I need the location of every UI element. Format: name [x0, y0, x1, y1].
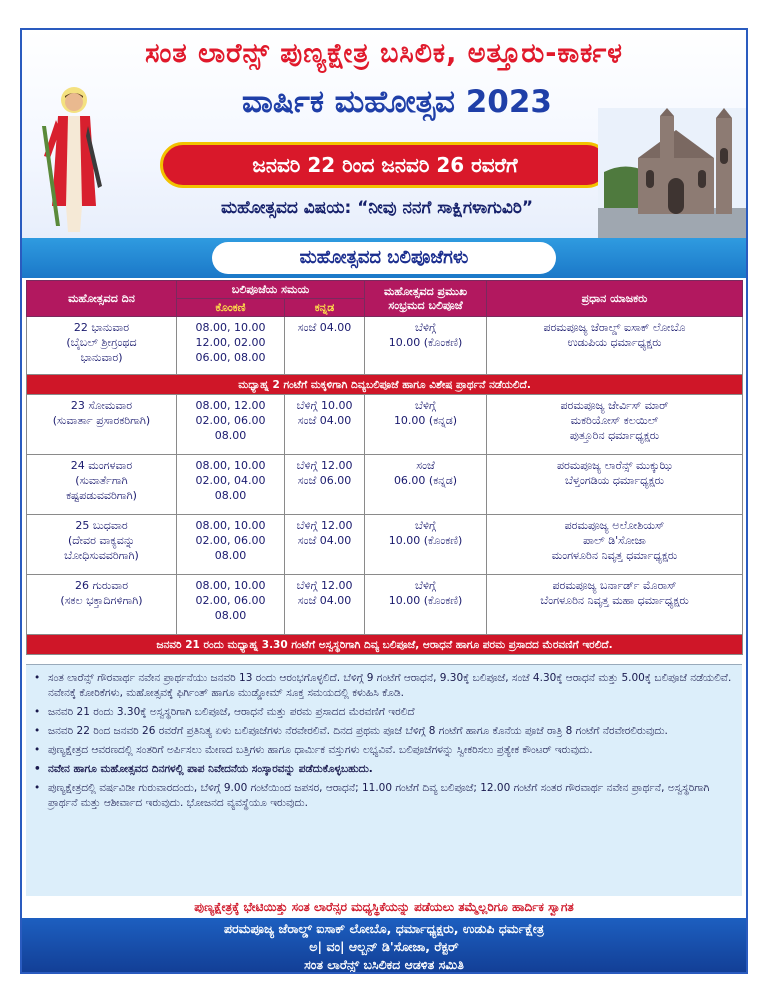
cell-celebrant-line: ಪರಮಪೂಜ್ಯ ಅಲೋಶಿಯಸ್: [564, 519, 665, 532]
cell-day-line: (ಸಕಲ ಭಕ್ತಾದಿಗಳಿಗಾಗಿ): [60, 594, 143, 607]
notice-sick-mass: [27, 635, 743, 655]
table-row: [27, 395, 743, 455]
notes-list: [26, 665, 742, 811]
cell-celebrant-line: ಉಡುಪಿಯ ಧರ್ಮಾಧ್ಯಕ್ಷರು: [567, 336, 662, 349]
list-item: [34, 724, 734, 739]
footer-rector: ಅ| ವಂ| ಆಲ್ಬನ್ ಡಿ'ಸೋಜಾ, ರೆಕ್ಟರ್: [309, 939, 459, 954]
bullet-icon: •: [34, 782, 41, 794]
cell-main-mass: [365, 455, 487, 515]
poster-footer: [22, 918, 746, 974]
cell-kannada-line: ಬೆಳಿಗ್ಗೆ 10.00: [296, 399, 353, 412]
festival-theme: ಮಹೋತ್ಸವದ ವಿಷಯ: “ನೀವು ನನಗೆ ಸಾಕ್ಷಿಗಳಾಗುವಿರಿ”: [220, 198, 534, 218]
table-header-row: [27, 281, 743, 299]
cell-main-mass-line: 10.00 (ಕೊಂಕಣಿ): [388, 594, 463, 607]
cell-main-mass: [365, 575, 487, 635]
cell-konkani-line: 08.00: [214, 609, 247, 622]
cell-celebrant-line: ಬೆಳ್ತಂಗಡಿಯ ಧರ್ಮಾಧ್ಯಕ್ಷರು: [565, 474, 664, 487]
cell-day-line: 23 ಸೋಮವಾರ: [70, 399, 133, 412]
notice-children-mass-text: ಮಧ್ಯಾಹ್ನ 2 ಗಂಟೆಗೆ ಮಕ್ಕಳಿಗಾಗಿ ದಿವ್ಯಬಲಿಪೂಜೆ ಹಾಗೂ ವಿಶೇಷ ಪ್ರಾರ್ಥನೆ ನಡೆಯಲಿದೆ.: [27, 375, 743, 395]
poster-subtitle: ವಾರ್ಷಿಕ ಮಹೋತ್ಸವ 2023: [241, 84, 552, 120]
cell-kannada-line: ಸಂಜೆ 04.00: [297, 414, 352, 427]
header-celebrant: ಪ್ರಧಾನ ಯಾಜಕರು: [487, 281, 743, 317]
cell-celebrant-line: ಪರಮಪೂಜ್ಯ ಜೆರಾಲ್ಡ್ ಐಸಾಕ್ ಲೋಬೊ: [543, 321, 686, 334]
cell-kannada-line: ಸಂಜೆ 04.00: [297, 594, 352, 607]
cell-konkani-line: 08.00: [214, 549, 247, 562]
cell-day: [27, 455, 177, 515]
cell-celebrant: [487, 395, 743, 455]
notice-children-mass: [27, 375, 743, 395]
bullet-icon: •: [34, 672, 41, 684]
cell-celebrant-line: ಮಂಗಳೂರಿನ ನಿವೃತ್ತ ಧರ್ಮಾಧ್ಯಕ್ಷರು: [551, 549, 678, 562]
note-text: ಜನವರಿ 22 ರಿಂದ ಜನವರಿ 26 ರವರೆಗೆ ಪ್ರತಿನಿತ್ಯ ಏಳು ಬಲಿಪೂಜೆಗಳು ನೆರವೇರಲಿವೆ. ದಿನದ ಪ್ರಥಮ ಪೂಜೆ ಬೆಳಿಗ್ಗೆ 8 ಗಂಟೆಗೆ ಹಾಗೂ ಕೊನೆಯ ಪೂಜೆ ರಾತ್ರಿ 8 ಗಂಟೆಗೆ ನೆರವೇರಲಿರುವುದು.: [48, 725, 668, 737]
note-text: ಪುಣ್ಯಕ್ಷೇತ್ರದಲ್ಲಿ ವರ್ಷವಿಡೀ ಗುರುವಾರದಂದು, ಬೆಳಿಗ್ಗೆ 9.00 ಗಂಟೆಯಿಂದ ಜಪಸರ, ಆರಾಧನೆ; 11.00 ಗಂಟೆಗೆ ದಿವ್ಯ ಬಲಿಪೂಜೆ; 12.00 ಗಂಟೆಗೆ ಸಂತರ ಗೌರವಾರ್ಥ ನವೇನ ಪ್ರಾರ್ಥನೆ, ಅಸ್ವಸ್ಥರಿಗಾಗಿ ಪ್ರಾರ್ಥನೆ ಮತ್ತು ಆಶೀರ್ವಾದ ಇರುವುದು. ಭೋಜನದ ವ್ಯವಸ್ಥೆಯೂ ಇರುವುದು.: [48, 782, 710, 809]
table-row: [27, 575, 743, 635]
cell-main-mass-line: 06.00 (ಕನ್ನಡ): [393, 474, 458, 487]
cell-celebrant-line: ಪಾಲ್ ಡಿ'ಸೋಜಾ: [583, 534, 646, 547]
mass-schedule-table: [26, 280, 743, 655]
cell-main-mass-line: ಬೆಳಿಗ್ಗೆ: [415, 519, 436, 532]
cell-main-mass-line: 10.00 (ಕೊಂಕಣಿ): [388, 336, 463, 349]
cell-celebrant-line: ಪರಮಪೂಜ್ಯ ಬರ್ನಾರ್ಡ್ ಮೊರಾಸ್: [552, 579, 677, 592]
saint-lawrence-picture: [36, 86, 108, 236]
bullet-icon: •: [34, 706, 41, 718]
bullet-icon: •: [34, 725, 41, 737]
note-text: ಪುಣ್ಯಕ್ಷೇತ್ರದ ಆವರಣದಲ್ಲಿ ಸಂತರಿಗೆ ಅರ್ಪಿಸಲು ಮೇಣದ ಬತ್ತಿಗಳು ಹಾಗೂ ಧಾರ್ಮಿಕ ವಸ್ತುಗಳು ಲಭ್ಯವಿವೆ. ಬಲಿಪೂಜೆಗಳನ್ನು ಸ್ವೀಕರಿಸಲು ಪ್ರತ್ಯೇಕ ಕೌಂಟರ್ ಇರುವುದು.: [48, 744, 593, 756]
cell-celebrant: [487, 317, 743, 375]
poster: [20, 28, 748, 974]
cell-day: [27, 317, 177, 375]
cell-konkani: [177, 455, 285, 515]
cell-celebrant-line: ಮಕರಿಯೋಸ್ ಕಲಯಿಲ್: [570, 414, 659, 427]
list-item: [34, 762, 734, 777]
cell-konkani-line: 02.00, 04.00: [195, 474, 266, 487]
header-konkani: ಕೊಂಕಣಿ: [177, 299, 285, 317]
cell-konkani-line: 08.00, 12.00: [195, 399, 266, 412]
cell-kannada-line: ಸಂಜೆ 06.00: [297, 474, 352, 487]
note-text: ಜನವರಿ 21 ರಂದು 3.30ಕ್ಕೆ ಅಸ್ವಸ್ಥರಿಗಾಗಿ ಬಲಿಪೂಜೆ, ಆರಾಧನೆ ಮತ್ತು ಪರಮ ಪ್ರಸಾದದ ಮೆರವಣಿಗೆ ಇರಲಿದೆ: [48, 706, 415, 718]
cell-kannada-line: ಸಂಜೆ 04.00: [297, 321, 352, 334]
cell-kannada: [285, 515, 365, 575]
table-row: [27, 455, 743, 515]
cell-konkani-line: 08.00: [214, 429, 247, 442]
notes-box: [26, 664, 742, 896]
header-mass-time: ಬಲಿಪೂಜೆಯ ಸಮಯ: [177, 281, 365, 299]
cell-konkani-line: 02.00, 06.00: [195, 414, 266, 427]
cell-day-line: 26 ಗುರುವಾರ: [74, 579, 129, 592]
basilica-picture: [598, 108, 748, 240]
cell-day-line: (ಸುವಾರ್ತೆಗಾಗಿ: [75, 474, 128, 487]
notice-sick-mass-text: ಜನವರಿ 21 ರಂದು ಮಧ್ಯಾಹ್ನ 3.30 ಗಂಟೆಗೆ ಅಸ್ವಸ್ಥರಿಗಾಗಿ ದಿವ್ಯ ಬಲಿಪೂಜೆ, ಆರಾಧನೆ ಹಾಗೂ ಪರಮ ಪ್ರಸಾದದ ಮೆರವಣಿಗೆ ಇರಲಿದೆ.: [27, 635, 743, 655]
poster-title: ಸಂತ ಲಾರೆನ್ಸ್ ಪುಣ್ಯಕ್ಷೇತ್ರ ಬಸಿಲಿಕ, ಅತ್ತೂರು-ಕಾರ್ಕಳ: [145, 38, 623, 69]
cell-konkani-line: 08.00, 10.00: [195, 459, 266, 472]
footer-committee: ಸಂತ ಲಾರೆನ್ಸ್ ಬಸಿಲಿಕದ ಆಡಳಿತ ಸಮಿತಿ: [304, 957, 464, 972]
cell-day-line: (ಸುವಾರ್ತಾ ಪ್ರಸಾರಕರಿಗಾಗಿ): [52, 414, 151, 427]
cell-konkani-line: 08.00, 10.00: [195, 321, 266, 334]
table-row: [27, 515, 743, 575]
list-item: [34, 705, 734, 720]
cell-main-mass-line: 10.00 (ಕನ್ನಡ): [393, 414, 458, 427]
cell-main-mass: [365, 395, 487, 455]
cell-kannada-line: ಬೆಳಿಗ್ಗೆ 12.00: [296, 579, 353, 592]
cell-main-mass-line: ಬೆಳಿಗ್ಗೆ: [415, 579, 436, 592]
list-item: [34, 671, 734, 701]
cell-celebrant-line: ಪರಮಪೂಜ್ಯ ಲಾರೆನ್ಸ್ ಮುಕ್ಕುಝಿ: [556, 459, 673, 472]
list-item: [34, 743, 734, 758]
section-title: ಮಹೋತ್ಸವದ ಬಲಿಪೂಜೆಗಳು: [212, 242, 556, 274]
header-kannada: ಕನ್ನಡ: [285, 299, 365, 317]
cell-main-mass-line: ಬೆಳಿಗ್ಗೆ: [415, 399, 436, 412]
cell-day: [27, 515, 177, 575]
footer-bishop: ಪರಮಪೂಜ್ಯ ಜೆರಾಲ್ಡ್ ಐಸಾಕ್ ಲೋಬೊ, ಧರ್ಮಾಧ್ಯಕ್ಷರು, ಉಡುಪಿ ಧರ್ಮಕ್ಷೇತ್ರ: [224, 921, 544, 936]
cell-day-line: ಬೋಧಿಸುವವರಿಗಾಗಿ): [64, 549, 139, 562]
cell-konkani: [177, 317, 285, 375]
date-banner: ಜನವರಿ 22 ರಿಂದ ಜನವರಿ 26 ರವರೆಗೆ: [160, 142, 610, 188]
cell-main-mass-line: ಬೆಳಿಗ್ಗೆ: [415, 321, 436, 334]
cell-day: [27, 395, 177, 455]
header-day: ಮಹೋತ್ಸವದ ದಿನ: [27, 281, 177, 317]
cell-day-line: ಕಷ್ಟಪಡುವವರಿಗಾಗಿ): [66, 489, 137, 502]
cell-konkani-line: 08.00: [214, 489, 247, 502]
cell-main-mass: [365, 515, 487, 575]
cell-konkani-line: 02.00, 06.00: [195, 594, 266, 607]
cell-day-line: 25 ಬುಧವಾರ: [75, 519, 128, 532]
cell-konkani-line: 12.00, 02.00: [195, 336, 266, 349]
welcome-message: ಪುಣ್ಯಕ್ಷೇತ್ರಕ್ಕೆ ಭೇಟಿಯಿತ್ತು ಸಂತ ಲಾರೆನ್ಸರ ಮಧ್ಯಸ್ಥಿಕೆಯನ್ನು ಪಡೆಯಲು ತಮ್ಮೆಲ್ಲರಿಗೂ ಹಾರ್ದಿಕ ಸ್ವಾಗತ: [22, 896, 746, 918]
cell-day-line: 22 ಭಾನುವಾರ: [73, 321, 130, 334]
cell-day: [27, 575, 177, 635]
cell-kannada-line: ಬೆಳಿಗ್ಗೆ 12.00: [296, 519, 353, 532]
header-main-mass-line2: ಸಂಭ್ರಮದ ಬಲಿಪೂಜೆ: [388, 298, 463, 312]
cell-celebrant-line: ಬೆಂಗಳೂರಿನ ನಿವೃತ್ತ ಮಹಾ ಧರ್ಮಾಧ್ಯಕ್ಷರು: [540, 594, 689, 607]
cell-day-line: (ದೇವರ ವಾಕ್ಯವನ್ನು: [68, 534, 135, 547]
cell-main-mass: [365, 317, 487, 375]
cell-kannada-line: ಸಂಜೆ 04.00: [297, 534, 352, 547]
cell-celebrant: [487, 515, 743, 575]
cell-konkani-line: 06.00, 08.00: [195, 351, 266, 364]
note-text: ಸಂತ ಲಾರೆನ್ಸ್ ಗೌರವಾರ್ಥ ನವೇನ ಪ್ರಾರ್ಥನೆಯು ಜನವರಿ 13 ರಂದು ಆರಂಭಗೊಳ್ಳಲಿದೆ. ಬೆಳಿಗ್ಗೆ 9 ಗಂಟೆಗೆ ಆರಾಧನೆ, 9.30ಕ್ಕೆ ಬಲಿಪೂಜೆ, ಸಂಜೆ 4.30ಕ್ಕೆ ಆರಾಧನೆ ಮತ್ತು 5.00ಕ್ಕೆ ಬಲಿಪೂಜೆ ನಡೆಯಲಿವೆ. ನವೇನಕ್ಕೆ ಕೋರಿಕೆಗಳು, ಮಹೋತ್ಸವಕ್ಕೆ ಫಿರ್ಗಿಂತ್ ಹಾಗೂ ಮುಡ್ಡೋಮ್ ಸೂಕ್ತ ಸಮಯದಲ್ಲಿ ಕಳುಹಿಸಿ ಕೊಡಿ.: [48, 672, 732, 699]
cell-konkani: [177, 575, 285, 635]
cell-day-line: 24 ಮಂಗಳವಾರ: [70, 459, 133, 472]
bullet-icon: •: [34, 763, 41, 775]
cell-celebrant: [487, 455, 743, 515]
header-main-mass-line1: ಮಹೋತ್ಸವದ ಪ್ರಮುಖ: [383, 284, 468, 298]
poster-header: [22, 30, 746, 240]
cell-konkani: [177, 515, 285, 575]
table-row: [27, 317, 743, 375]
list-item: [34, 781, 734, 811]
cell-day-line: (ಬೈಬಲ್ ಶ್ರೀಗ್ರಂಥದ: [66, 336, 137, 349]
header-main-mass: [365, 281, 487, 317]
cell-kannada-line: ಬೆಳಿಗ್ಗೆ 12.00: [296, 459, 353, 472]
cell-kannada: [285, 575, 365, 635]
cell-celebrant: [487, 575, 743, 635]
cell-kannada: [285, 395, 365, 455]
section-title-bar: [22, 238, 746, 278]
cell-main-mass-line: 10.00 (ಕೊಂಕಣಿ): [388, 534, 463, 547]
bullet-icon: •: [34, 744, 41, 756]
cell-celebrant-line: ಪರಮಪೂಜ್ಯ ಜೇರ್ವಿಸ್ ಮಾರ್: [560, 399, 669, 412]
cell-day-line: ಭಾನುವಾರ): [80, 351, 123, 364]
cell-konkani-line: 08.00, 10.00: [195, 579, 266, 592]
note-text: ನವೇನ ಹಾಗೂ ಮಹೋತ್ಸವದ ದಿನಗಳಲ್ಲಿ ಪಾಪ ನಿವೇದನೆಯ ಸಂಸ್ಕಾರವನ್ನು ಪಡೆದುಕೊಳ್ಳಬಹುದು.: [48, 763, 373, 775]
cell-kannada: [285, 455, 365, 515]
table-body: [27, 317, 743, 655]
cell-konkani-line: 02.00, 06.00: [195, 534, 266, 547]
cell-main-mass-line: ಸಂಜೆ: [416, 459, 435, 472]
cell-konkani-line: 08.00, 10.00: [195, 519, 266, 532]
cell-konkani: [177, 395, 285, 455]
cell-celebrant-line: ಪುತ್ತೂರಿನ ಧರ್ಮಾಧ್ಯಕ್ಷರು: [569, 429, 660, 442]
cell-kannada: [285, 317, 365, 375]
